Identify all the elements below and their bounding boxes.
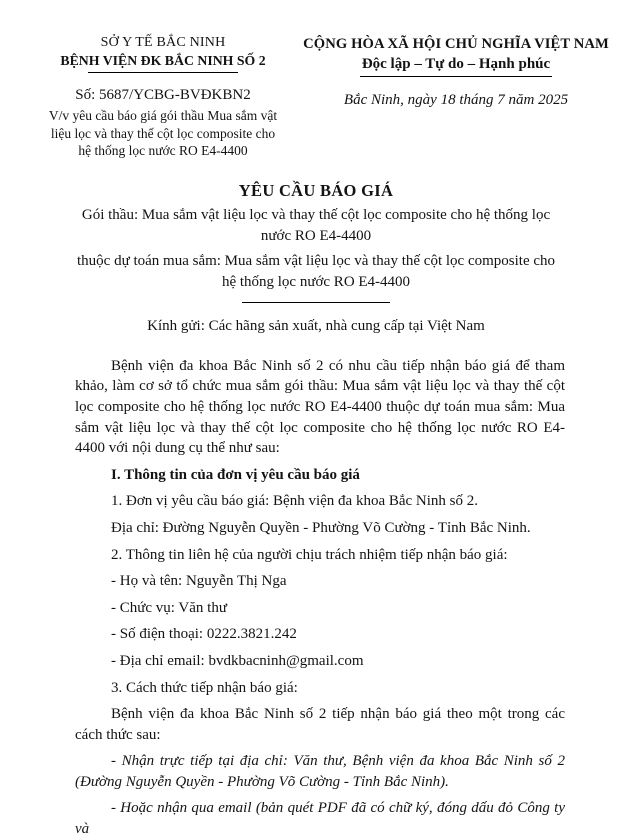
address-line: Địa chỉ: Đường Nguyễn Quyền - Phường Võ Cường - Tỉnh Bắc Ninh. [111, 519, 531, 536]
package-subtitle: Gói thầu: Mua sắm vật liệu lọc và thay thế cột lọc composite cho hệ thống lọc nước RO E4-4400 [81, 206, 551, 244]
budget-subtitle: thuộc dự toán mua sắm: Mua sắm vật liệu lọc và thay thế cột lọc composite cho hệ thống lọc nước RO E4-4400 [77, 252, 556, 290]
document-subject-abstract: V/v yêu cầu báo giá gói thầu Mua sắm vật liệu lọc và thay thế cột lọc composite cho hệ thống lọc nước RO E4-4400 [48, 108, 278, 159]
national-motto-row [290, 53, 622, 77]
national-title: CỘNG HÒA XÃ HỘI CHỦ NGHĨA VIỆT NAM [303, 36, 609, 52]
contact-name-line: - Họ và tên: Nguyễn Thị Nga [111, 573, 287, 590]
hospital-name: BỆNH VIỆN ĐK BẮC NINH SỐ 2 [60, 53, 266, 68]
reception-method-direct: - Nhận trực tiếp tại địa chỉ: Văn thư, Bệnh viện đa khoa Bắc Ninh số 2 (Đường Nguyễn Quyền - Phường Võ Cường - Tỉnh Bắc Ninh). [75, 753, 565, 790]
salutation-line: Kính gửi: Các hãng sản xuất, nhà cung cấp tại Việt Nam [147, 317, 485, 334]
national-motto: Độc lập – Tự do – Hạnh phúc [360, 55, 552, 77]
contact-info-heading: 2. Thông tin liên hệ của người chịu trách nhiệm tiếp nhận báo giá: [111, 546, 508, 563]
title-divider [242, 302, 390, 303]
document-number: Số: 5687/YCBG-BVĐKBN2 [75, 87, 251, 103]
title-block [0, 180, 632, 336]
intro-paragraph: Bệnh viện đa khoa Bắc Ninh số 2 có nhu cầu tiếp nhận báo giá để tham khảo, làm cơ sở tổ chức mua sắm gói thầu: Mua sắm vật liệu lọc và thay thế cột lọc composite cho hệ thống lọc nước RO E4-4400 thuộc dự toán mua sắm: Mua sắm vật liệu lọc và thay thế cột lọc composite cho hệ thống lọc nước RO E4-4400 với nội dung cụ thể như sau: [75, 357, 565, 457]
contact-phone-line: - Số điện thoại: 0222.3821.242 [111, 626, 297, 643]
section1-heading: I. Thông tin của đơn vị yêu cầu báo giá [111, 466, 360, 483]
contact-email-line: - Địa chỉ email: bvdkbacninh@gmail.com [111, 652, 364, 669]
document-header [0, 0, 632, 160]
contact-position-line: - Chức vụ: Văn thư [111, 599, 227, 616]
place-and-date: Bắc Ninh, ngày 18 tháng 7 năm 2025 [343, 92, 569, 108]
national-header-block [290, 34, 622, 160]
reception-method-email: - Hoặc nhận qua email (bản quét PDF đã có chữ ký, đóng dấu đỏ Công ty và [75, 800, 565, 838]
parent-org-name: SỞ Y TẾ BẮC NINH [100, 35, 226, 50]
org-name-underline [88, 72, 238, 73]
document-body [0, 336, 632, 840]
reception-method-heading: 3. Cách thức tiếp nhận báo giá: [111, 679, 298, 696]
document-title: YÊU CẦU BÁO GIÁ [238, 180, 394, 200]
requesting-unit-line: 1. Đơn vị yêu cầu báo giá: Bệnh viện đa khoa Bắc Ninh số 2. [111, 493, 479, 510]
reception-intro-paragraph: Bệnh viện đa khoa Bắc Ninh số 2 tiếp nhận báo giá theo một trong các cách thức sau: [75, 706, 565, 743]
issuing-org-block [36, 34, 290, 160]
